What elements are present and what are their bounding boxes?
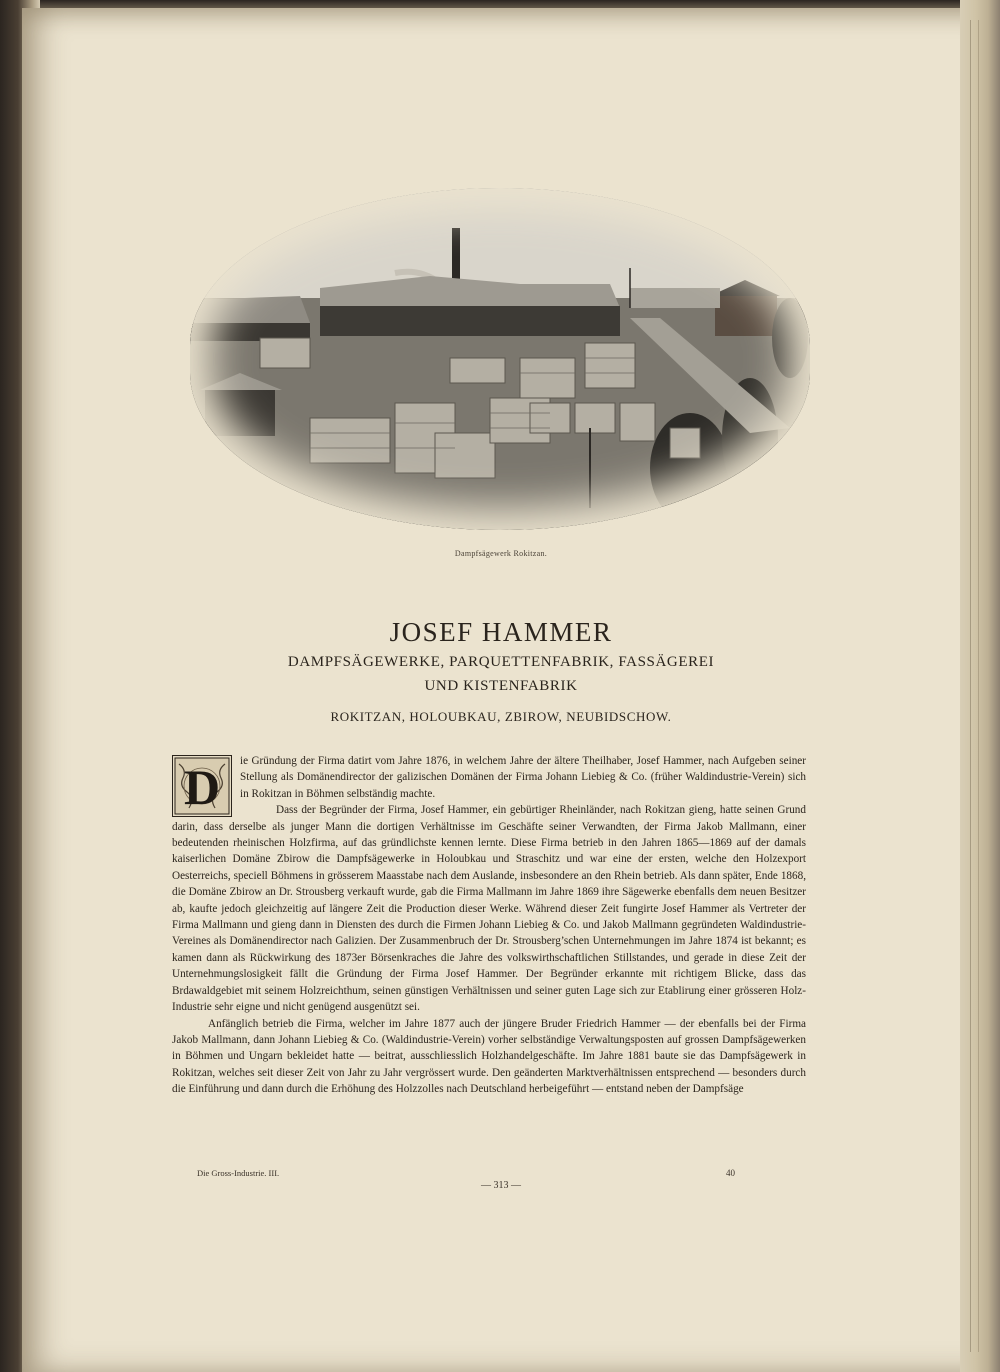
paragraph-1-text: ie Gründung der Firma datirt vom Jahre 1876, in welchem Jahre der ältere Theilhaber, Josef Hammer, nach Aufgeben seiner Stellung als Domänendirector der galizischen Domänen der Firma Johann Liebieg & Co. (früher Waldindustrie-Verein) sich in Rokitzan in Böhmen selbständig machte.: [240, 755, 806, 800]
paragraph-3: Anfänglich betrieb die Firma, welcher im Jahre 1877 auch der jüngere Bruder Friedrich Hammer — der ebenfalls bei der Firma Jakob Mallmann, dann Johann Liebieg & Co. (Waldindustrie-Verein) vorher selbständige Verwaltungsposten auf grossen Dampfsägewerken in Böhmen und Ungarn bekleidet hatte — beitrat, ausschliesslich Holzhandelgeschäfte. Im Jahre 1881 baute sie das Dampfsägewerk in Rokitzan, welches seit dieser Zeit von Jahr zu Jahr vergrössert wurde. Den geänderten Marktverhältnissen entsprechend — besonders durch die Einführung und dann durch die Erhöhung des Holzzolles nach Deutschland herbeigeführt — entstand neben der Dampfsäge: [172, 1017, 806, 1096]
locations-line: ROKITZAN, HOLOUBKAU, ZBIROW, NEUBIDSCHOW.: [330, 709, 672, 724]
page-title: JOSEF HAMMER: [389, 617, 613, 647]
article-body: [172, 753, 806, 1098]
dropcap-letter: D: [183, 759, 221, 815]
page-number: — 313 —: [481, 1180, 521, 1191]
paragraph-1: [172, 753, 806, 815]
sawmill-illustration: [190, 188, 810, 530]
ornamental-dropcap: [172, 755, 232, 817]
book-page: [22, 8, 980, 1372]
sawmill-photograph: [190, 188, 810, 530]
dropcap-ornament-icon: [173, 756, 231, 816]
subtitle-line-1: DAMPFSÄGEWERKE, PARQUETTENFABRIK, FASSÄGEREI: [287, 654, 715, 670]
page-stack-edge: [960, 0, 1000, 1372]
subtitle-line-2: UND KISTENFABRIK: [424, 678, 578, 694]
series-title-footer: Die Gross-Industrie. III.: [197, 1168, 280, 1178]
signature-mark: 40: [726, 1168, 735, 1178]
photo-caption: Dampfsägewerk Rokitzan.: [454, 549, 548, 558]
paragraph-2: Dass der Begründer der Firma, Josef Hammer, ein gebürtiger Rheinländer, nach Rokitzan gieng, hatte seinen Grund darin, dass derselbe als junger Mann die dortigen Verhältnisse im Geschäfte seiner Verwandten, der Firma Jakob Mallmann, einer bedeutenden rheinischen Holzfirma, auf das gründlichste kennen lernte. Diese Firma betrieb in den Jahren 1865—1869 auf der damals kaiserlichen Domäne Zbirow die Dampfsägewerke in Holoubkau und Straschitz und war eine der ersten, welche den Holzexport Oesterreichs, speciell Böhmens in grösserem Maasstabe nach dem Auslande, insbesondere an den Rhein betrieb. Als dann später, Ende 1868, die Domäne Zbirow an Dr. Strousberg verkauft wurde, gab die Firma Mallmann im Jahre 1869 ihre Sägewerke ebenfalls dem neuen Besitzer ab, kaufte jedoch gleichzeitig auf längere Zeit die Production dieser Werke. Während dieser Zeit fungirte Josef Hammer als Vertreter der Firma Mallmann und gieng dann in Diensten des durch die Firmen Johann Liebieg & Co. und Jakob Mallmann gegründeten Waldindustrie-Vereines als Domänendirector nach Galizien. Der Zusammenbruch der Dr. Strousberg’schen Unternehmungen im Jahre 1874 ist bekannt; es kamen dann als Rückwirkung des 1873er Börsenkraches die Jahre des volkswirthschaftlichen Stillstandes, und gerade in diese Zeit der Unternehmungslosigkeit fällt die Gründung der Firma Josef Hammer. Der Begründer erkannte mit richtigem Blicke, dass das Brdawaldgebiet mit seinem Holzreichthum, seinen günstigen Verhältnissen und seiner guten Lage sich zur Etablirung einer grösseren Holz-Industrie sehr eigne und nicht genügend ausgenützt sei.: [172, 804, 806, 1014]
